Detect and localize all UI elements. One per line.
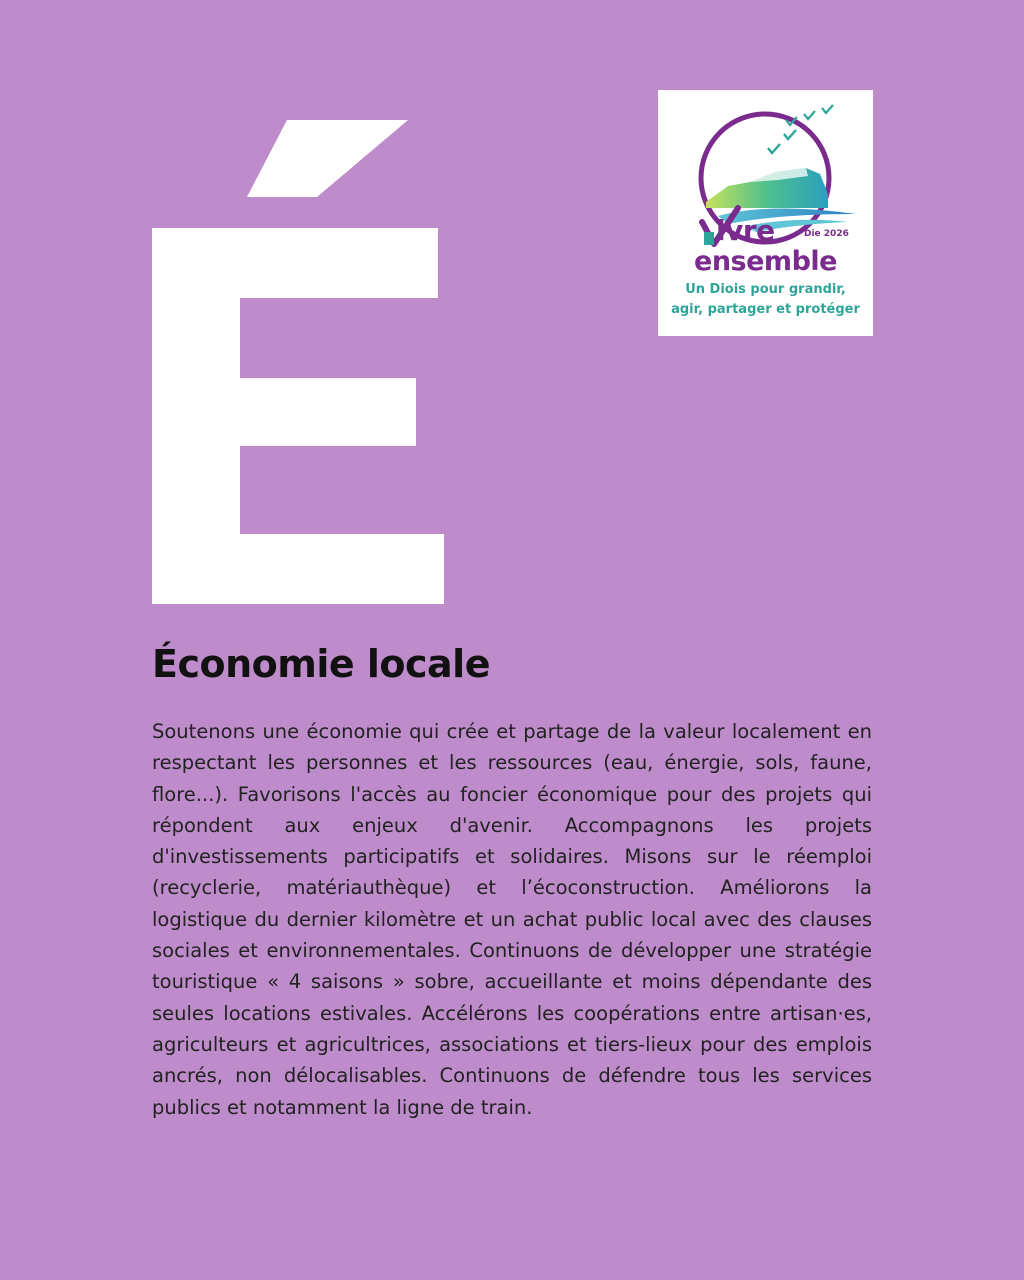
logo-brand-vivre: ivre xyxy=(716,214,775,247)
logo-tagline-line2: agir, partager et protéger xyxy=(671,302,860,317)
logo-check-accent xyxy=(704,232,714,245)
logo-emblem-graphic xyxy=(658,90,873,336)
bird-check-icon xyxy=(784,130,796,139)
bird-check-icon xyxy=(804,111,815,119)
letter-e-acute-graphic xyxy=(152,120,452,610)
logo-mountain xyxy=(706,168,828,208)
letter-top-bar xyxy=(152,228,438,298)
section-body-text: Soutenons une économie qui crée et partage de la valeur localement en respectant les personnes et les ressources (eau, énergie, sols, faune, flore...). Favorisons l'accès au foncier économique pour des projets qui répondent aux enjeux d'avenir. Accompagnons les projets d'investissements participatifs et solidaires. Misons sur le réemploi (recyclerie, matériauthèque) et l’écoconstruction. Améliorons la logistique du dernier kilomètre et un achat public local avec des clauses sociales et environnementales. Continuons de développer une stratégie touristique « 4 saisons » sobre, accueillante et moins dépendante des seules locations estivales. Accélérons les coopérations entre artisan·es, agriculteurs et agricultrices, associations et tiers-lieux pour des emplois ancrés, non délocalisables. Continuons de défendre tous les services publics et notamment la ligne de train. xyxy=(152,720,872,1119)
bird-check-icon xyxy=(822,105,833,113)
logo-brand-ensemble: ensemble xyxy=(694,246,837,277)
bird-check-icon xyxy=(768,144,780,153)
letter-middle-bar xyxy=(152,378,416,446)
letter-bottom-bar xyxy=(152,534,444,604)
logo-tagline-line1: Un Diois pour grandir, xyxy=(685,282,846,297)
vivre-ensemble-logo xyxy=(658,90,873,336)
acute-accent-shape xyxy=(247,120,408,197)
section-title: Économie locale xyxy=(152,642,490,686)
decorative-letter-e-acute xyxy=(152,120,452,610)
logo-brand-year: Die 2026 xyxy=(804,229,849,239)
